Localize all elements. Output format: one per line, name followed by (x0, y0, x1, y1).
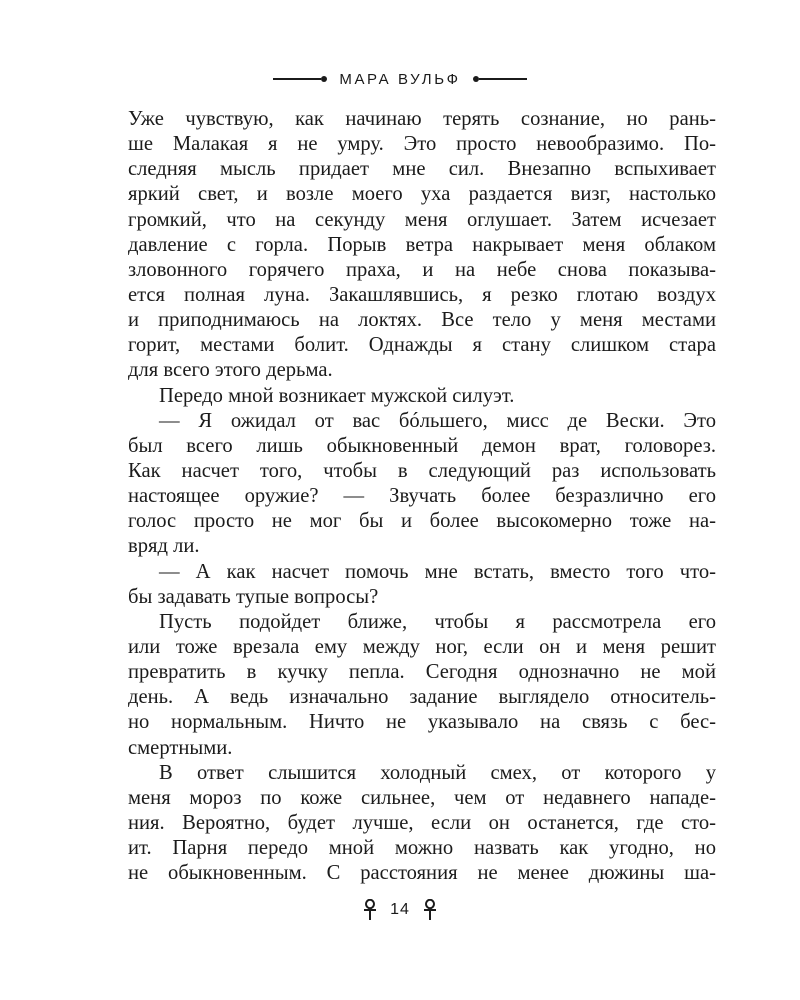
text-line: превратить в кучку пепла. Сегодня однозначно не мой (128, 661, 716, 684)
text-line: голос просто не мог бы и более высокомерно тоже на- (128, 510, 716, 533)
text-line: Передо мной возникает мужской силуэт. (159, 384, 515, 407)
text-line: яркий свет, и возле моего уха раздается визг, настолько (128, 183, 716, 206)
text-line: был всего лишь обыкновенный демон врат, головорез. (128, 434, 716, 457)
text-line: вряд ли. (128, 535, 200, 558)
text-line: день. А ведь изначально задание выглядело относитель- (128, 686, 716, 709)
ankh-icon (422, 899, 438, 921)
text-line: смертными. (128, 736, 233, 759)
text-line: ит. Парня передо мной можно назвать как угодно, но (128, 837, 716, 860)
text-line: настоящее оружие? — Звучать более безразлично его (128, 485, 716, 508)
header-right-ornament (473, 76, 527, 82)
text-line: Уже чувствую, как начинаю терять сознание, но рань- (128, 108, 716, 130)
page-number: 14 (390, 901, 410, 918)
text-line: Как насчет того, чтобы в следующий раз использовать (128, 459, 716, 482)
ankh-icon (362, 899, 378, 921)
text-line: ется полная луна. Закашлявшись, я резко глотаю воздух (128, 283, 716, 306)
text-line: — А как насчет помочь мне встать, вместо того что- (159, 560, 716, 583)
page-footer (0, 895, 800, 925)
text-line: или тоже врезала ему между ног, если он и меня решит (128, 635, 716, 658)
text-line: горит, местами болит. Однажды я стану слишком стара (128, 334, 716, 357)
text-line: меня мороз по коже сильнее, чем от недавнего нападе- (128, 786, 716, 809)
text-line: Пусть подойдет ближе, чтобы я рассмотрела его (159, 610, 716, 633)
header-left-ornament (273, 76, 327, 82)
text-line: следняя мысль придает мне сил. Внезапно вспыхивает (128, 158, 716, 181)
running-header (0, 64, 800, 94)
text-line: давление с горла. Порыв ветра накрывает меня облаком (128, 233, 716, 256)
text-line: В ответ слышится холодный смех, от которого у (159, 761, 716, 784)
text-line: для всего этого дерьма. (128, 359, 333, 382)
header-author: МАРА ВУЛЬФ (339, 70, 461, 88)
page-body-text (128, 107, 716, 886)
text-line: ния. Вероятно, будет лучше, если он останется, где сто- (128, 811, 716, 834)
text-line: но нормальным. Ничто не указывало на связь с бес- (128, 711, 716, 734)
text-line: — Я ожидал от вас бóльшего, мисс де Вески. Это (159, 409, 716, 432)
text-line: ше Малакая я не умру. Это просто невообразимо. По- (128, 133, 716, 156)
text-line: громкий, что на секунду меня оглушает. Затем исчезает (128, 208, 716, 231)
text-line: зловонного горячего праха, и на небе снова показыва- (128, 258, 716, 281)
text-line: не обыкновенным. С расстояния не менее дюжины ша- (128, 862, 716, 885)
text-line: бы задавать тупые вопросы? (128, 585, 379, 608)
text-line: и приподнимаюсь на локтях. Все тело у меня местами (128, 309, 716, 332)
